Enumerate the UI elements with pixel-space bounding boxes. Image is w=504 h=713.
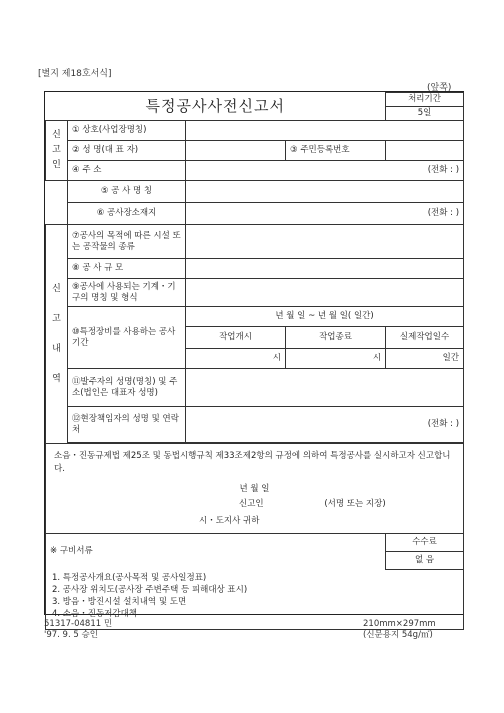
project-name-field[interactable] bbox=[186, 181, 464, 203]
applicant-section-label: 신 고 인 bbox=[46, 121, 68, 181]
declaration-date[interactable]: 년 월 일 bbox=[239, 484, 270, 494]
processing-label: 처리기간 bbox=[386, 93, 464, 107]
document-item: 4. 소음・진동저감대책 bbox=[52, 609, 138, 619]
address-label: ④ 주 소 bbox=[68, 161, 186, 181]
client-label: ⑪발주자의 성명(명칭) 및 주소(법인은 대표자 성명) bbox=[68, 369, 186, 407]
addressee: 시・도지사 귀하 bbox=[199, 516, 260, 526]
scale-field[interactable] bbox=[186, 259, 464, 279]
paper-type: (신문용지 54g/㎡) bbox=[363, 630, 433, 640]
end-time-field[interactable]: 시 bbox=[286, 349, 386, 369]
document-item: 3. 방음・방진시설 설치내역 및 도면 bbox=[52, 597, 187, 607]
documents-title: ※ 구비서류 bbox=[46, 534, 386, 570]
form-frame bbox=[44, 91, 464, 619]
form-title: 특정공사사전신고서 bbox=[46, 93, 386, 121]
resident-no-field[interactable] bbox=[386, 141, 464, 161]
declaration-block bbox=[46, 444, 464, 534]
declaration-text: 소음・진동규제법 제25조 및 동법시행규칙 제33조제2항의 규정에 의하여 특정공사를 실시하고자 신고합니다. bbox=[54, 451, 451, 474]
footer-left bbox=[44, 619, 112, 641]
period-range[interactable]: 년 월 일 ~ 년 월 일( 일간) bbox=[186, 307, 464, 327]
project-name-label: ⑤ 공 사 명 칭 bbox=[68, 181, 186, 203]
form-code: 51317-04811 민 bbox=[44, 619, 113, 629]
period-label: ⑩특정장비를 사용하는 공사기간 bbox=[68, 307, 186, 369]
project-site-label: ⑥ 공사장소재지 bbox=[68, 203, 186, 225]
trade-name-field[interactable] bbox=[186, 121, 464, 141]
resident-no-label: ③ 주민등록번호 bbox=[286, 141, 386, 161]
name-label: ② 성 명(대 표 자) bbox=[68, 141, 186, 161]
approval-date: '97. 9. 5 승인 bbox=[44, 630, 98, 640]
address-phone[interactable]: (전화 : ) bbox=[186, 161, 464, 181]
actual-days-field[interactable]: 일간 bbox=[386, 349, 464, 369]
declarant-label: 신고인 bbox=[239, 499, 264, 509]
start-label: 작업개시 bbox=[186, 327, 286, 349]
machines-label: ⑨공사에 사용되는 기계・기구의 명칭 및 형식 bbox=[68, 279, 186, 307]
actual-days-label: 실제작업일수 bbox=[386, 327, 464, 349]
form-table bbox=[45, 92, 464, 630]
fee-label: 수수료 bbox=[386, 534, 464, 552]
name-field[interactable] bbox=[186, 141, 286, 161]
paper-size: 210mm×297mm bbox=[363, 619, 436, 629]
details-section-label: 신 고 내 역 bbox=[46, 225, 68, 444]
purpose-field[interactable] bbox=[186, 225, 464, 259]
scale-label: ⑧ 공 사 규 모 bbox=[68, 259, 186, 279]
manager-phone[interactable]: (전화 : ) bbox=[186, 407, 464, 443]
fee-value: 없 음 bbox=[386, 552, 464, 570]
signature-field[interactable]: (서명 또는 지장) bbox=[324, 499, 386, 509]
trade-name-label: ① 상호(사업장명칭) bbox=[68, 121, 186, 141]
document-item: 2. 공사장 위치도(공사장 주변주택 등 피해대상 표시) bbox=[52, 585, 248, 595]
purpose-label: ⑦공사의 목적에 따른 시설 또는 공작물의 종류 bbox=[68, 225, 186, 259]
form-number: [별지 제18호서식] bbox=[38, 69, 112, 79]
processing-value: 5일 bbox=[386, 107, 464, 121]
project-site-phone[interactable]: (전화 : ) bbox=[186, 203, 464, 225]
client-field[interactable] bbox=[186, 369, 464, 407]
manager-label: ⑫현장책임자의 성명 및 연락처 bbox=[68, 407, 186, 443]
front-page-label: (앞쪽) bbox=[427, 83, 452, 93]
footer-right bbox=[363, 619, 473, 641]
end-label: 작업종료 bbox=[286, 327, 386, 349]
machines-field[interactable] bbox=[186, 279, 464, 307]
start-time-field[interactable]: 시 bbox=[186, 349, 286, 369]
document-item: 1. 특정공사개요(공사목적 및 공사일정표) bbox=[52, 573, 207, 583]
